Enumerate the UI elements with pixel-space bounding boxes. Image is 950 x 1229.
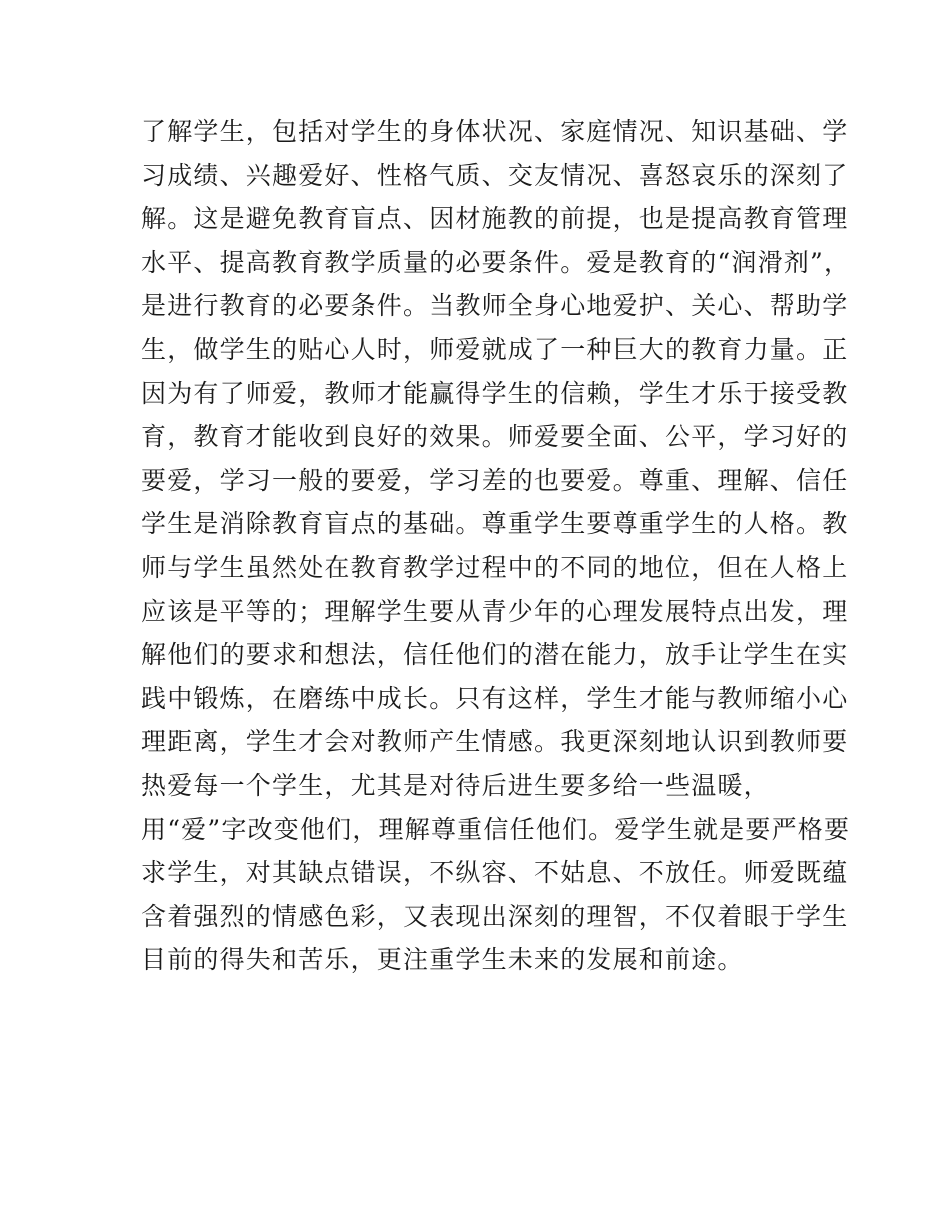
text-line-3: 解。这是避免教育盲点、因材施教的前提，也是提高教育管理 xyxy=(141,204,849,234)
text-line-8: 育，教育才能收到良好的效果。师爱要全面、公平，学习好的 xyxy=(141,422,849,452)
text-line-13: 解他们的要求和想法，信任他们的潜在能力，放手让学生在实 xyxy=(141,640,849,670)
text-line-4: 水平、提高教育教学质量的必要条件。爱是教育的“润滑剂”， xyxy=(141,247,851,277)
text-line-1: 了解学生，包括对学生的身体状况、家庭情况、知识基础、学 xyxy=(141,117,849,146)
text-line-12: 应该是平等的；理解学生要从青少年的心理发展特点出发，理 xyxy=(141,596,849,626)
text-line-5: 是进行教育的必要条件。当教师全身心地爱护、关心、帮助学 xyxy=(141,291,849,321)
text-line-14: 践中锻炼，在磨练中成长。只有这样，学生才能与教师缩小心 xyxy=(141,683,849,713)
text-line-2: 习成绩、兴趣爱好、性格气质、交友情况、喜怒哀乐的深刻了 xyxy=(141,160,849,190)
text-line-9: 要爱，学习一般的要爱，学习差的也要爱。尊重、理解、信任 xyxy=(141,465,849,495)
text-line-15: 理距离，学生才会对教师产生情感。我更深刻地认识到教师要 xyxy=(141,727,849,757)
text-line-19: 含着强烈的情感色彩，又表现出深刻的理智，不仅着眼于学生 xyxy=(141,901,849,931)
text-line-7: 因为有了师爱，教师才能赢得学生的信赖，学生才乐于接受教 xyxy=(141,378,849,408)
text-line-17: 用“爱”字改变他们，理解尊重信任他们。爱学生就是要严格要 xyxy=(141,814,851,844)
text-line-11: 师与学生虽然处在教育教学过程中的不同的地位，但在人格上 xyxy=(141,552,849,582)
text-line-10: 学生是消除教育盲点的基础。尊重学生要尊重学生的人格。教 xyxy=(141,509,849,539)
body-text xyxy=(141,110,851,982)
text-line-20: 目前的得失和苦乐，更注重学生未来的发展和前途。 xyxy=(141,945,744,975)
text-line-18: 求学生，对其缺点错误，不纵容、不姑息、不放任。师爱既蕴 xyxy=(141,858,849,888)
text-line-16: 热爱每一个学生，尤其是对待后进生要多给一些温暖， xyxy=(141,770,770,800)
text-line-6: 生，做学生的贴心人时，师爱就成了一种巨大的教育力量。正 xyxy=(141,334,849,364)
